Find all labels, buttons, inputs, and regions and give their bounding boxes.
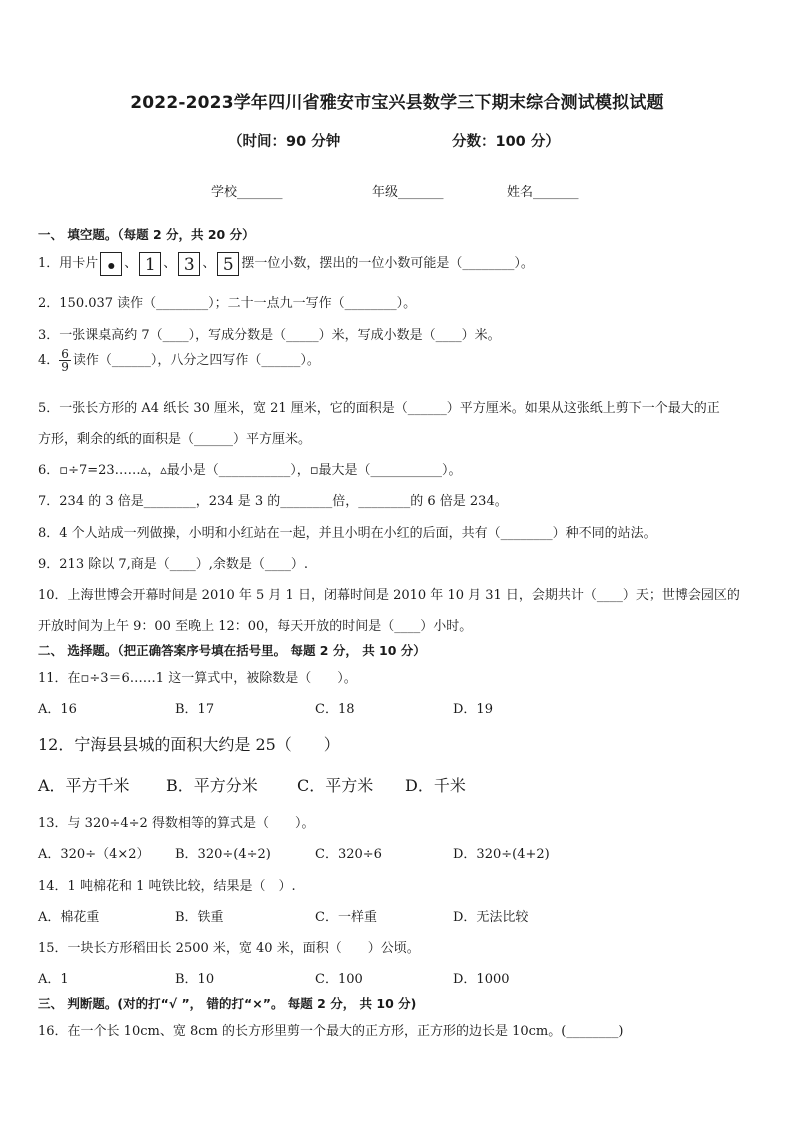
card-3: 3	[178, 252, 200, 276]
q1-suffix: 摆一位小数，摆出的一位小数可能是（________）。	[241, 256, 534, 271]
q14-option-d: D．无法比较	[453, 910, 529, 925]
question-10-line-1: 10．上海世博会开幕时间是 2010 年 5 月 1 日，闭幕时间是 2010 年 10 月 31 日，会期共计（____）天；世博会园区的	[38, 588, 740, 603]
question-5-line-2: 方形，剩余的纸的面积是（______）平方厘米。	[38, 432, 312, 447]
question-12: 12．宁海县县城的面积大约是 25（ ）	[38, 735, 340, 754]
card-separator: 、	[202, 256, 216, 271]
question-6: 6．▫÷7=23……▵，▵最小是（___________），▫最大是（___________）。	[38, 463, 462, 478]
question-4	[38, 348, 320, 373]
question-13: 13．与 320÷4÷2 得数相等的算式是（ ）。	[38, 816, 315, 831]
exam-score: 分数：100 分）	[452, 134, 560, 150]
q12-option-c: C．平方米	[297, 776, 374, 795]
card-dot: •	[100, 252, 122, 276]
q12-option-d: D．千米	[405, 776, 466, 795]
card-1: 1	[139, 252, 161, 276]
question-1	[38, 251, 534, 277]
question-2: 2．150.037 读作（________）；二十一点九一写作（________）。	[38, 296, 417, 311]
q15-option-b: B．10	[175, 972, 215, 987]
exam-time: （时间：90 分钟	[228, 134, 341, 150]
fraction-numerator: 6	[61, 347, 69, 361]
q12-option-a: A．平方千米	[38, 776, 130, 795]
q15-option-a: A．1	[38, 972, 69, 987]
q12-option-b: B．平方分米	[166, 776, 258, 795]
q11-option-b: B．17	[175, 702, 215, 717]
question-16: 16．在一个长 10cm、宽 8cm 的长方形里剪一个最大的正方形，正方形的边长是 10cm。(________)	[38, 1024, 624, 1039]
q13-option-d: D．320÷(4+2)	[453, 847, 550, 862]
q4-prefix: 4．	[38, 353, 60, 368]
q14-option-a: A．棉花重	[38, 910, 100, 925]
q13-option-c: C．320÷6	[315, 847, 382, 862]
fraction	[59, 348, 71, 373]
section-multiple-choice: 二、 选择题。（把正确答案序号填在括号里。 每题 2 分， 共 10 分）	[38, 643, 426, 658]
q14-option-b: B．铁重	[175, 910, 224, 925]
card-5: 5	[217, 252, 239, 276]
q14-option-c: C．一样重	[315, 910, 377, 925]
name-field: 姓名_______	[507, 185, 579, 200]
question-11: 11．在▫÷3＝6……1 这一算式中，被除数是（ ）。	[38, 671, 357, 686]
question-10-line-2: 开放时间为上午 9：00 至晚上 12：00，每天开放的时间是（____）小时。	[38, 619, 473, 634]
exam-title: 2022-2023学年四川省雅安市宝兴县数学三下期末综合测试模拟试题	[130, 93, 664, 113]
grade-field: 年级_______	[372, 185, 444, 200]
q11-option-a: A．16	[38, 702, 77, 717]
fraction-denominator: 9	[61, 360, 69, 374]
q11-option-c: C．18	[315, 702, 355, 717]
q13-option-b: B．320÷(4÷2)	[175, 847, 271, 862]
school-field: 学校_______	[211, 185, 283, 200]
question-3: 3．一张课桌高约 7（____），写成分数是（_____）米，写成小数是（____）米。	[38, 328, 501, 343]
question-7: 7．234 的 3 倍是________，234 是 3 的________倍，________的 6 倍是 234。	[38, 494, 508, 509]
question-8: 8．4 个人站成一列做操，小明和小红站在一起，并且小明在小红的后面，共有（________）种不同的站法。	[38, 526, 657, 541]
question-14: 14．1 吨棉花和 1 吨铁比较，结果是（ ）.	[38, 879, 296, 894]
card-separator: 、	[124, 256, 138, 271]
section-fill-in: 一、 填空题。（每题 2 分，共 20 分）	[38, 227, 255, 242]
q13-option-a: A．320÷（4×2）	[38, 847, 150, 862]
section-true-false: 三、 判断题。(对的打“√ ”， 错的打“×”。 每题 2 分， 共 10 分)	[38, 996, 417, 1011]
question-5-line-1: 5．一张长方形的 A4 纸长 30 厘米，宽 21 厘米，它的面积是（______）平方厘米。如果从这张纸上剪下一个最大的正	[38, 401, 720, 416]
q4-suffix: 读作（______），八分之四写作（______）。	[72, 353, 320, 368]
q11-option-d: D．19	[453, 702, 493, 717]
question-9: 9．213 除以 7,商是（____）,余数是（____）.	[38, 557, 309, 572]
q15-option-c: C．100	[315, 972, 363, 987]
card-separator: 、	[163, 256, 177, 271]
q15-option-d: D．1000	[453, 972, 510, 987]
q1-prefix: 1．用卡片	[38, 256, 99, 271]
question-15: 15．一块长方形稻田长 2500 米，宽 40 米，面积（ ）公顷。	[38, 941, 420, 956]
